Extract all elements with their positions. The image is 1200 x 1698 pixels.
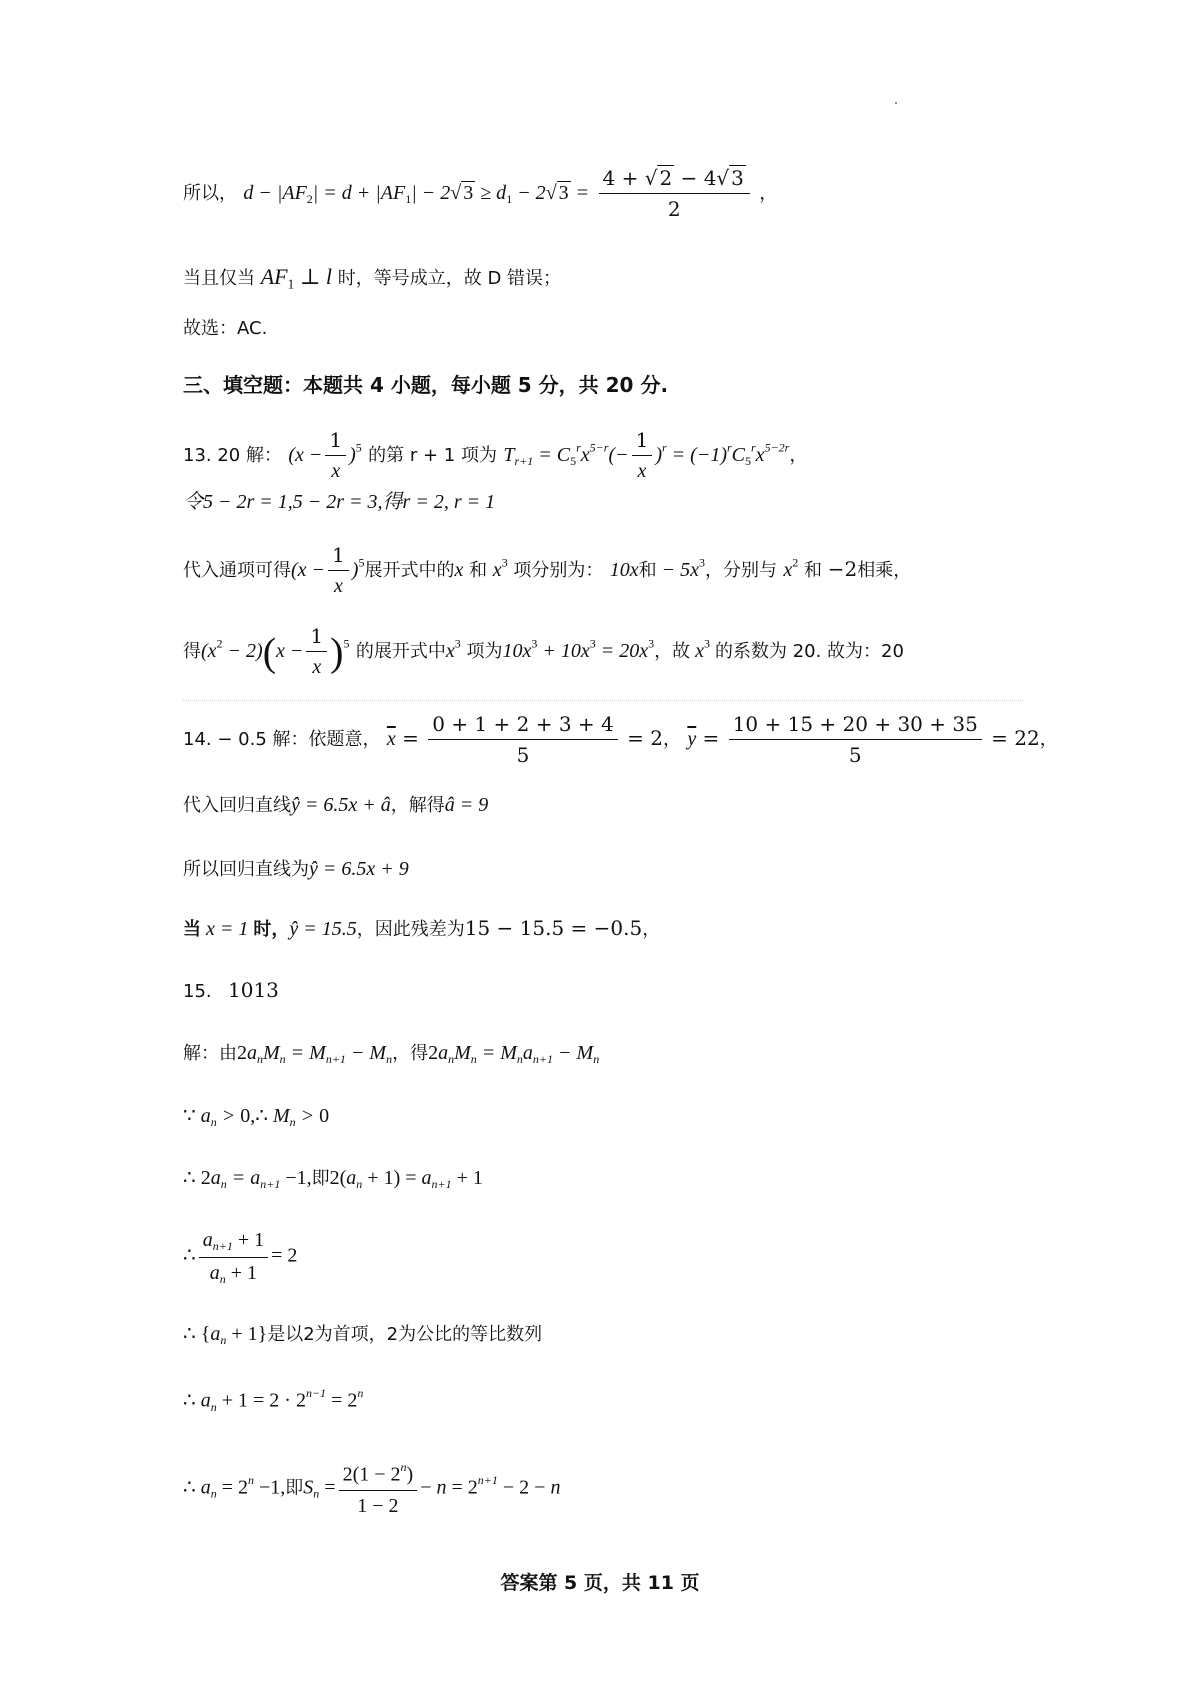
formula-x-and-x3: x: [454, 559, 464, 581]
comma: ，: [759, 183, 778, 204]
formula-y-hat-value: ŷ = 15.5: [289, 918, 357, 940]
comma: ，: [789, 445, 808, 466]
q14-line-2: [183, 792, 1140, 817]
formula-y-mean-value: = 22: [984, 726, 1040, 750]
fraction-sum: $\frac{2(1 - 2^n)}{1 - 2}$: [339, 1460, 418, 1518]
formula-general-term-tail: )$^r = (-1)^rC_5^rx^{5-2r}$: [655, 440, 790, 469]
text-residual: ，因此残差为: [356, 919, 465, 940]
formula-recurrence: $2a_nM_n = M_{n+1} - M_n$: [237, 1042, 393, 1067]
comma: ，: [662, 729, 681, 750]
formula-sum-x3: $10x^3 + 10x^3 = 20x^3$: [502, 636, 655, 662]
formula-regression-final: ŷ = 6.5x + 9: [309, 858, 409, 880]
formula-binomial: (x −: [288, 444, 323, 466]
formula-regression: ŷ = 6.5x + â: [291, 794, 391, 816]
formula-x2: $x^2$: [783, 555, 799, 581]
formula-recurrence-2: $2a_nM_n = M_na_{n+1} - M_n$: [428, 1042, 600, 1067]
text-substitute-regression: 代入回归直线: [183, 795, 291, 816]
text-and: 和: [463, 560, 493, 581]
q13-line-3: [183, 543, 1140, 598]
formula-af1-perp-l: $AF_1$ ⊥ l: [260, 264, 333, 292]
formula-residual: 15 − 15.5 = −0.5: [464, 916, 643, 940]
q15-label: 15.: [183, 981, 212, 1002]
line-conclusion-inequality: [183, 166, 1140, 221]
text-term: 项: [507, 560, 532, 581]
q15-line-3: ∵ $a_n$ > 0,∴ $M_n > 0$: [183, 1105, 330, 1130]
dotted-divider: [183, 700, 1023, 701]
text-d-wrong: 时，等号成立，故 D 错误；: [332, 268, 562, 289]
text-and: 和: [638, 560, 657, 581]
line-answer-ac: 故选：AC.: [183, 318, 268, 339]
formula-x3: $x^3$: [445, 636, 461, 662]
formula-x3: $x^3$: [690, 636, 710, 662]
text-solve: ，解得: [390, 795, 445, 816]
text-multiply: 相乘，: [857, 560, 912, 581]
formula-10x-and-5x3: 10x: [609, 559, 639, 581]
fraction-result: $\frac{4 + √ 2 - 4√ 3}{2}$: [599, 166, 750, 221]
text-term-is: 项为: [460, 641, 503, 662]
formula-x-mean-value: = 2: [620, 726, 663, 750]
formula-d-af2: $d - |AF_2| = d + |AF_1| - 2√$ $3 \ge d_1 - 2√$ 3 =: [243, 182, 590, 207]
scan-speck: [895, 102, 897, 104]
fraction-ratio: $\frac{a_{n+1} + 1}{a_n + 1}$: [199, 1228, 268, 1286]
fraction-neg-1-over-x: $\frac{1}{x}$: [632, 428, 653, 483]
text-so: ，故: [654, 641, 691, 662]
formula-neg-5x3: − $5x^3$: [656, 555, 706, 581]
q15-line-8: ∴ $a_n = 2^n -1$,即$S_n$ = $\frac{2(1 - 2^n)}{1 - 2}$ − $n = 2^{n+1} - 2 - n$: [183, 1460, 561, 1517]
formula-product-close: )$^5$: [330, 629, 350, 675]
fraction-1-over-x: $\frac{1}{x}$: [306, 624, 327, 679]
formula-product: $(x^2 - 2)(x$ −: [201, 629, 304, 675]
q15-line-4: ∴ $2a_n = a_{n+1} -1$,即$2(a_n + 1) = a_{n+1} + 1$: [183, 1167, 483, 1192]
text-regression-line: 所以回归直线为: [183, 859, 309, 880]
q15-line-2: [183, 1040, 1140, 1067]
equals: =: [395, 726, 426, 750]
text-multiply-with: ，分别与: [705, 560, 778, 581]
q13-term-text: 的第 r + 1 项为: [368, 445, 497, 466]
q14-label: 14. − 0.5 解：依题意，: [183, 729, 381, 750]
q13-label: 13. 20 解：: [183, 445, 282, 466]
comma: ，: [642, 919, 661, 940]
q15-line-5: ∴ $\frac{a_{n+1} + 1}{a_n + 1}$ = 2: [183, 1229, 298, 1286]
text-respectively: 分别为：: [531, 560, 604, 581]
text-and: 和: [798, 560, 828, 581]
fraction-y-mean: $\frac{10 + 15 + 20 + 30 + 35}{5}$: [729, 712, 982, 767]
text-get: 得: [183, 641, 201, 662]
text-time: 时，: [253, 919, 290, 940]
q15-answer: 1013: [228, 978, 279, 1002]
text-expansion: 展开式中的: [364, 560, 455, 581]
fraction-1-over-x: $\frac{1}{x}$: [328, 543, 349, 598]
q15-line-1: [183, 978, 1140, 1003]
text-expansion-in: 的展开式中: [355, 641, 446, 662]
fraction-1-over-x: $\frac{1}{x}$: [325, 428, 346, 483]
q13-line-2: 令5 − 2r = 1,5 − 2r = 3,得r = 2, r = 1: [183, 491, 496, 513]
fraction-x-mean: $\frac{0 + 1 + 2 + 3 + 4}{5}$: [428, 712, 618, 767]
formula-neg-2: −2: [827, 557, 858, 581]
formula-binomial: (x −: [291, 559, 326, 581]
text-when: 当: [183, 919, 201, 940]
q14-line-4: [183, 916, 1140, 941]
line-equality-condition: [183, 264, 1140, 292]
q15-line-6: ∴ $\{a_n + 1\}$是以2为首项，2为公比的等比数列: [183, 1323, 543, 1348]
text-substitute: 代入通项可得: [183, 560, 291, 581]
formula-a-hat: â = 9: [444, 794, 489, 816]
formula-x-bar: $\overline{x}$: [386, 728, 396, 750]
page-footer: 答案第 5 页，共 11 页: [500, 1572, 700, 1594]
formula-binomial-power: )$^5$: [351, 555, 365, 581]
equals: =: [696, 726, 726, 750]
q14-line-3: [183, 856, 1140, 881]
comma: ，: [1039, 729, 1058, 750]
text-iff: 当且仅当: [183, 268, 261, 289]
section-heading: 三、填空题：本题共 4 小题，每小题 5 分，共 20 分.: [183, 373, 669, 397]
formula-binomial-power: )$^5$: [349, 440, 362, 466]
text-coefficient: 的系数为 20. 故为：20: [714, 641, 904, 662]
formula-x-eq-1: x = 1: [201, 918, 254, 940]
text-get: ，得: [392, 1043, 429, 1064]
q15-line-7: ∴ $a_n + 1 = 2 \cdot 2^{n-1} = 2^n$: [183, 1386, 364, 1414]
q13-line-1: [183, 428, 1140, 483]
q14-line-1: [183, 712, 1140, 767]
text-so: 所以，: [183, 183, 237, 204]
formula-y-bar: $\overline{y}$: [687, 728, 697, 750]
formula-general-term: $T_{r+1} = C_5^rx^{5-r}(-$: [503, 440, 629, 469]
text-from: 解：由: [183, 1043, 237, 1064]
formula-x3: $x^3$: [492, 555, 508, 581]
q13-line-4: [183, 624, 1140, 679]
